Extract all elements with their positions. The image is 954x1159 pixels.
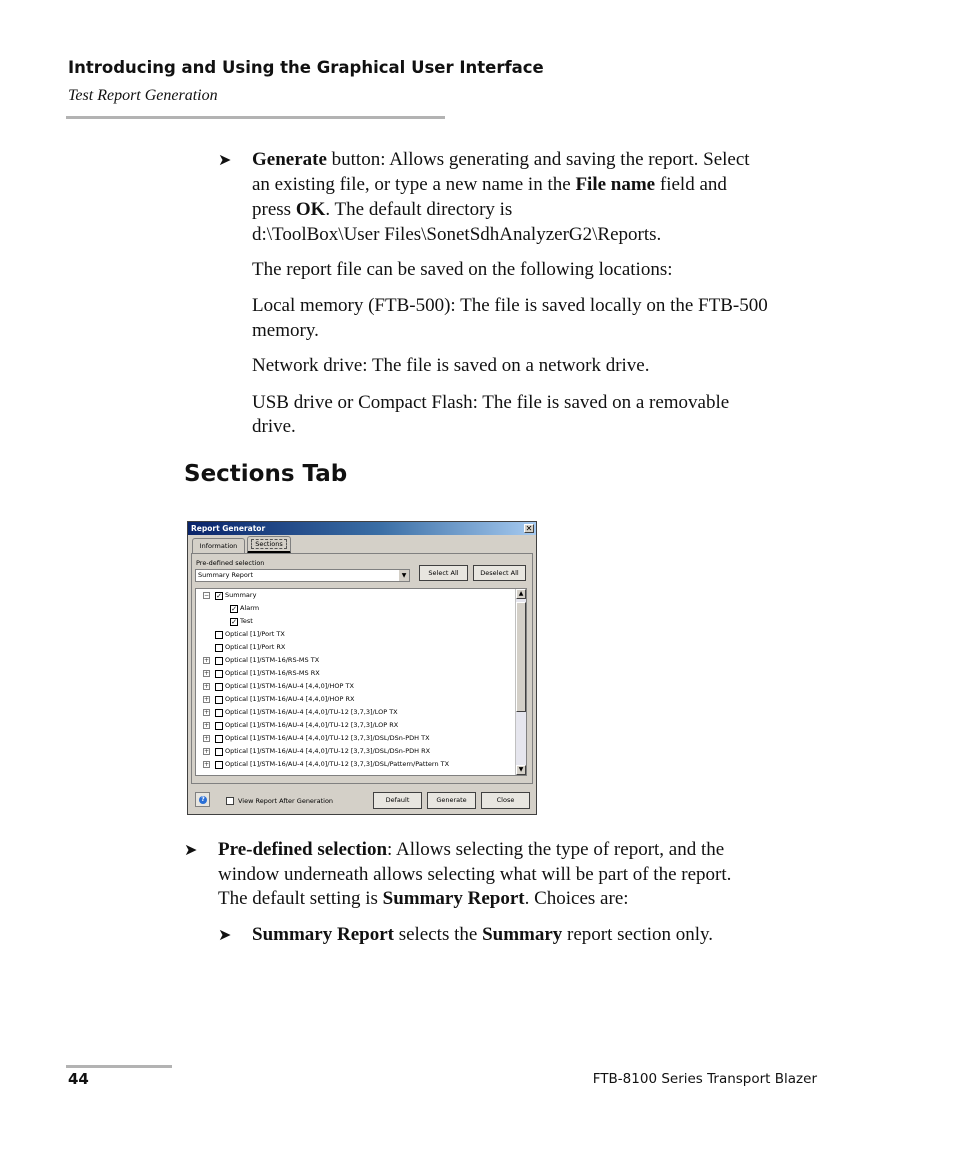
tree-row-port-tx[interactable]: [196, 628, 514, 641]
chevron-down-icon[interactable]: ▼: [398, 570, 409, 581]
expand-icon[interactable]: +: [204, 761, 210, 768]
bullet-arrow-icon: ➤: [218, 150, 232, 169]
tree-label: Optical [1]/Port RX: [225, 643, 286, 651]
location-usb-1: USB drive or Compact Flash: The file is saved on a removable: [252, 392, 730, 413]
deselect-all-button[interactable]: Deselect All: [473, 565, 526, 581]
help-icon: ?: [199, 796, 207, 804]
tree-row-port-rx[interactable]: [196, 641, 514, 654]
tree-label: Optical [1]/STM-16/AU-4 [4,4,0]/TU-12 [3,7,3]/DSL/DSn-PDH RX: [225, 747, 431, 755]
document-title: FTB-8100 Series Transport Blazer: [592, 1071, 817, 1087]
view-report-checkbox[interactable]: [226, 797, 234, 805]
text: field and: [655, 174, 727, 195]
checkbox-checked-icon[interactable]: ✓: [231, 618, 237, 626]
tree-label: Optical [1]/STM-16/AU-4 [4,4,0]/TU-12 [3,7,3]/LOP TX: [225, 708, 398, 716]
text: report section only.: [562, 924, 714, 945]
term-summary: Summary: [482, 924, 563, 945]
expand-icon[interactable]: +: [204, 748, 210, 755]
close-button[interactable]: Close: [481, 792, 530, 809]
generate-line-1: [252, 147, 750, 172]
select-all-button[interactable]: Select All: [419, 565, 468, 581]
term-ok: OK: [295, 199, 326, 220]
checkbox-icon[interactable]: [215, 644, 223, 652]
help-button[interactable]: [195, 792, 210, 807]
tree-row-hop-rx[interactable]: [196, 693, 514, 706]
chapter-title: Introducing and Using the Graphical User Interface: [68, 58, 544, 77]
tree-label: Optical [1]/STM-16/AU-4 [4,4,0]/TU-12 [3,7,3]/DSL/Pattern/Pattern TX: [225, 760, 450, 768]
location-local-2: memory.: [252, 320, 319, 341]
expand-icon[interactable]: +: [204, 670, 210, 677]
expand-icon[interactable]: +: [204, 709, 210, 716]
generate-line-2: [252, 172, 727, 197]
tree-row-lop-rx[interactable]: [196, 719, 514, 732]
tree-label: Optical [1]/STM-16/AU-4 [4,4,0]/TU-12 [3,7,3]/DSL/DSn-PDH TX: [225, 734, 430, 742]
checkbox-icon[interactable]: [215, 709, 223, 717]
tree-scrollbar[interactable]: [515, 589, 526, 775]
dialog-title: Report Generator: [191, 524, 266, 533]
scroll-down-icon[interactable]: ▼: [516, 765, 526, 775]
predefined-line-2: window underneath allows selecting what will be part of the report.: [218, 864, 732, 885]
checkbox-icon[interactable]: [215, 657, 223, 665]
view-report-label: View Report After Generation: [238, 797, 334, 805]
tree-row-test[interactable]: [196, 615, 514, 628]
location-network: Network drive: The file is saved on a network drive.: [252, 355, 650, 376]
term-generate: Generate: [252, 149, 327, 170]
tree-row-pattern-tx[interactable]: [196, 758, 514, 771]
checkbox-icon[interactable]: [215, 696, 223, 704]
tab-label: Sections: [251, 539, 287, 549]
checkbox-icon[interactable]: [215, 670, 223, 678]
section-subtitle: Test Report Generation: [68, 87, 218, 104]
tab-label: Information: [199, 542, 238, 550]
checkbox-icon[interactable]: [215, 761, 223, 769]
header-divider: [66, 116, 445, 119]
tree-label: Test: [240, 617, 253, 625]
tree-row-alarm[interactable]: [196, 602, 514, 615]
term-file-name: File name: [575, 174, 656, 195]
bullet-arrow-icon: ➤: [218, 925, 232, 944]
text: . Choices are:: [524, 888, 629, 909]
tree-label: Optical [1]/Port TX: [225, 630, 285, 638]
text: selects the: [393, 924, 483, 945]
text: button: Allows generating and saving the report. Select: [326, 149, 750, 170]
scroll-up-icon[interactable]: ▲: [516, 589, 526, 599]
tree-row-summary[interactable]: [196, 589, 514, 602]
checkbox-icon[interactable]: [215, 683, 223, 691]
expand-icon[interactable]: +: [204, 657, 210, 664]
text: press: [252, 199, 296, 220]
summary-report-choice: [252, 922, 713, 947]
default-button[interactable]: Default: [373, 792, 422, 809]
tree-row-rs-ms-tx[interactable]: [196, 654, 514, 667]
tree-label: Summary: [225, 591, 257, 599]
expand-icon[interactable]: +: [204, 722, 210, 729]
tab-sections[interactable]: [247, 536, 291, 554]
default-directory: d:\ToolBox\User Files\SonetSdhAnalyzerG2\Reports.: [252, 224, 662, 245]
dialog-title-bar: [188, 522, 536, 535]
dropdown-value: Summary Report: [198, 571, 254, 579]
expand-icon[interactable]: +: [204, 696, 210, 703]
text: . The default directory is: [325, 199, 513, 220]
predefined-selection-dropdown[interactable]: [195, 569, 410, 582]
tree-label: Optical [1]/STM-16/RS-MS TX: [225, 656, 320, 664]
tree-row-dsn-pdh-tx[interactable]: [196, 732, 514, 745]
location-local-1: Local memory (FTB-500): The file is saved locally on the FTB-500: [252, 295, 768, 316]
predefined-label: Pre-defined selection: [196, 559, 265, 567]
term-summary-report: Summary Report: [252, 924, 394, 945]
page-number: 44: [68, 1070, 89, 1088]
tree-label: Optical [1]/STM-16/AU-4 [4,4,0]/TU-12 [3,7,3]/LOP RX: [225, 721, 399, 729]
term-summary-report: Summary Report: [382, 888, 525, 909]
scrollbar-thumb[interactable]: [516, 602, 526, 712]
expand-icon[interactable]: +: [204, 735, 210, 742]
tree-row-rs-ms-rx[interactable]: [196, 667, 514, 680]
location-usb-2: drive.: [252, 416, 296, 437]
tree-label: Optical [1]/STM-16/AU-4 [4,4,0]/HOP RX: [225, 695, 355, 703]
section-heading: Sections Tab: [184, 461, 348, 487]
collapse-icon[interactable]: −: [204, 592, 210, 599]
expand-icon[interactable]: +: [204, 683, 210, 690]
generate-line-3: [252, 197, 512, 222]
checkbox-icon[interactable]: [215, 735, 223, 743]
tree-row-lop-tx[interactable]: [196, 706, 514, 719]
tree-label: Alarm: [240, 604, 260, 612]
report-generator-dialog: [187, 521, 537, 815]
bullet-arrow-icon: ➤: [184, 840, 198, 859]
predefined-line-3: [218, 886, 629, 911]
close-icon[interactable]: ✕: [525, 524, 533, 533]
tab-information[interactable]: [192, 538, 245, 553]
text: The default setting is: [218, 888, 383, 909]
tree-row-dsn-pdh-rx[interactable]: [196, 745, 514, 758]
tree-label: Optical [1]/STM-16/AU-4 [4,4,0]/HOP TX: [225, 682, 354, 690]
term-predefined-selection: Pre-defined selection: [218, 839, 388, 860]
checkbox-icon[interactable]: [215, 631, 223, 639]
locations-intro: The report file can be saved on the following locations:: [252, 259, 673, 280]
generate-button[interactable]: Generate: [427, 792, 476, 809]
predefined-line-1: [218, 837, 724, 862]
text: : Allows selecting the type of report, and the: [387, 839, 725, 860]
checkbox-checked-icon[interactable]: ✓: [216, 592, 222, 600]
checkbox-icon[interactable]: [215, 748, 223, 756]
checkbox-checked-icon[interactable]: ✓: [231, 605, 237, 613]
tree-row-hop-tx[interactable]: [196, 680, 514, 693]
sections-tree: [195, 588, 527, 776]
footer-divider: [66, 1065, 172, 1068]
tree-label: Optical [1]/STM-16/RS-MS RX: [225, 669, 320, 677]
checkbox-icon[interactable]: [215, 722, 223, 730]
text: an existing file, or type a new name in the: [252, 174, 576, 195]
